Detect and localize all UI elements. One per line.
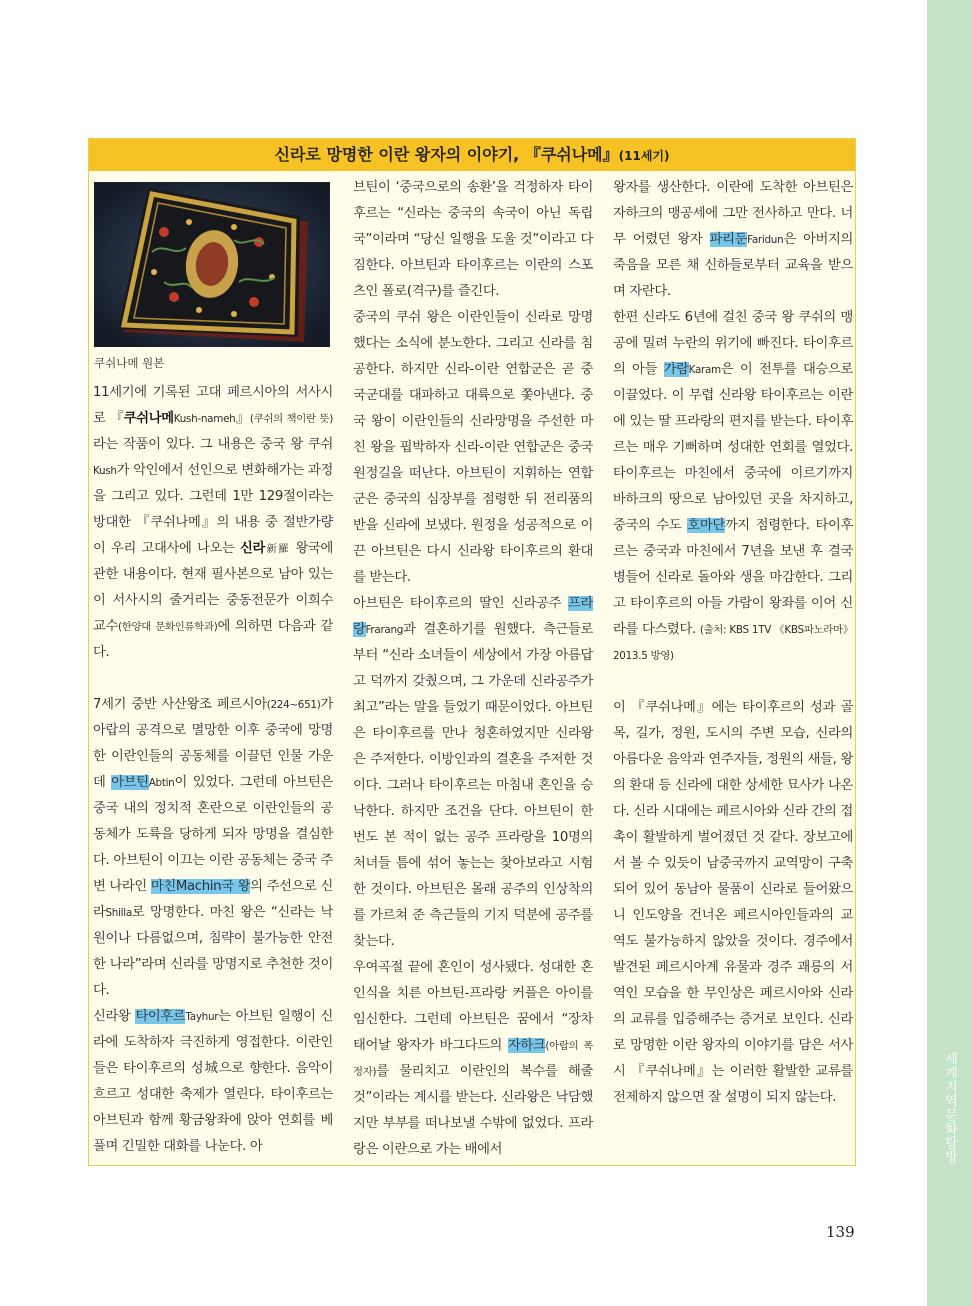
- text-run: 과 결혼하기를 원했다. 측근들로부터 “신라 소녀들이 세상에서 가장 아름답고 덕까지 갖췄으며, 그 가운데 신라공주가 최고”라는 말을 들었기 때문이었다. 아브틴은 타이후르를 만나 청혼하였지만 신라왕은 주저한다. 이방인과의 결혼을 주저한 것이다. 그러나 타이후르는 마침내 혼인을 승낙한다. 하지만 조건을 단다. 아브틴이 한 번도 본 적이 없는 공주 프라랑을 10명의 처녀들 틈에 섞어 놓는는 찾아보라고 시험한 것이다. 아브틴은 몰래 공주의 인상착의를 가르쳐 준 측근들의 기지 덕분에 공주를 찾는다.: [353, 622, 593, 949]
- text-run: 11세기에 기록된 고대 페르시아의 서사시로 『: [93, 385, 333, 426]
- side-strip: [927, 0, 972, 1306]
- column-1: [93, 380, 333, 1160]
- text-run: 은 아버지의 죽음을 모른 채 신하들로부터 교육을 받으며 자란다.: [613, 232, 853, 299]
- col3-paragraph-2: [613, 305, 853, 669]
- sidebar-label: 세계지역문화탐방: [942, 1052, 957, 1164]
- text-run: 』: [235, 411, 250, 426]
- col2-paragraph-2: 중국의 쿠쉬 왕은 이란인들이 신라로 망명했다는 소식에 분노한다. 그리고 신라를 침공한다. 하지만 신라-이란 연합군은 곧 중국군대를 대파하고 대륙으로 쫓아낸다. 중국 왕이 이란인들의 신라망명을 주선한 마친 왕을 핍박하자 신라-이란 연합군은 중국 원정길을 떠난다. 아브틴이 지휘하는 연합군은 중국의 심장부를 점령한 뒤 전리품의 반을 신라에 보냈다. 원정을 성공적으로 이끈 아브틴은 다시 신라왕 타이후르의 환대를 받는다.: [353, 310, 593, 585]
- text-run: Frarang: [365, 624, 404, 636]
- highlight-tayhur: 타이후르: [135, 1009, 186, 1024]
- feature-box: [88, 138, 856, 1166]
- text-run: 아브틴은 타이후르의 딸인 신라공주: [353, 596, 568, 611]
- text-run: Faridun: [747, 234, 784, 246]
- highlight-faridun: 파리둔: [709, 232, 748, 247]
- text-run: 의 주선으로 신라: [93, 879, 333, 920]
- text-run: Shilla: [105, 907, 132, 919]
- text-run: 는 아브틴 일행이 신라에 도착하자 극진하게 영접한다. 이란인들은 타이후르의 성城으로 향한다. 음악이 흐르고 성대한 축제가 열린다. 타이후르는 아브틴과 함께 황금왕좌에 앉아 연회를 베풀며 긴밀한 대화를 나눈다. 아: [93, 1009, 333, 1154]
- highlight-machin: 마친Machin국 왕: [150, 879, 251, 894]
- highlight-karam: 가람: [663, 362, 689, 377]
- text-run: Karam: [688, 364, 721, 376]
- text-run: 7세기 중반 사산왕조 페르시아: [93, 697, 267, 712]
- text-run: Kush: [93, 465, 117, 477]
- col2-paragraph-3: [353, 591, 593, 955]
- work-title-kushnameh: 쿠쉬나메: [123, 411, 174, 426]
- text-run: (224~651): [266, 699, 321, 711]
- col2-paragraph-4: [353, 955, 593, 1163]
- highlight-abtin: 아브틴: [111, 775, 149, 790]
- book-cover-illustration: [94, 182, 330, 347]
- text-run: 은 이 전투를 대승으로 이끌었다. 이 무렵 신라왕 타이후르는 이란에 있는 딸 프라랑의 편지를 받는다. 타이후르는 매우 기뻐하며 성대한 연회를 열었다. 타이후르는 마친에서 중국에 이르기까지 바하크의 땅으로 남아있던 곳을 차지하고, 중국의 수도: [613, 362, 853, 533]
- text-run: 신라왕: [93, 1009, 136, 1024]
- column-3: [613, 175, 853, 1111]
- highlight-frarang: 프라랑: [353, 596, 593, 637]
- text-run: 한편 신라도 6년에 걸친 중국 왕 쿠쉬의 맹공에 밀려 누란의 위기에 빠진다. 타이후르의 아들: [613, 310, 853, 377]
- text-run: 로 망명한다. 마친 왕은 “신라는 낙원이나 다름없으며, 침략이 불가능한 안전한 나라”라며 신라를 망명지로 추천한 것이다.: [93, 905, 333, 998]
- text-run: 까지 점령한다. 타이후르는 중국과 마친에서 7년을 보낸 후 결국 병들어 신라로 돌아와 생을 마감한다. 그리고 타이후르의 아들 가람이 왕좌를 이어 신라를 다스렸다.: [613, 518, 853, 637]
- text-run: 에 의하면 다음과 같다.: [93, 619, 333, 660]
- col1-paragraph-1: [93, 380, 333, 666]
- highlight-homadan: 호마단: [687, 518, 725, 533]
- highlight-zahak: 자하크: [507, 1038, 546, 1053]
- col1-paragraph-2: [93, 692, 333, 1004]
- book-cover-image: [94, 182, 330, 347]
- text-run: Abtin: [148, 777, 175, 789]
- source-note: (출처: KBS 1TV 《KBS파노라마》 2013.5 방영): [613, 624, 853, 662]
- box-title: 신라로 망명한 이란 왕자의 이야기, 『쿠쉬나메』: [274, 145, 619, 164]
- term-silla: 신라: [239, 541, 265, 556]
- text-run: 이 있었다. 그런데 아브틴은 중국 내의 정치적 혼란으로 이란인들의 공동체가 도륙을 당하게 되자 망명을 결심한다. 아브틴이 이끄는 이란 공동체는 중국 주변 나라인: [93, 775, 334, 894]
- text-run: 新羅: [264, 543, 290, 555]
- text-run: 가 아랍의 공격으로 멸망한 이후 중국에 망명한 이란인들의 공동체를 이끌던 인물 가운데: [93, 697, 333, 790]
- text-run: (쿠쉬의 책이란 뜻): [249, 413, 333, 425]
- text-run: 를 물리치고 이란인의 복수를 해줄 것”이라는 계시를 받는다. 신라왕은 낙담했지만 부부를 떠나보낼 수밖에 없었다. 프라랑은 이란으로 가는 배에서: [353, 1064, 593, 1157]
- box-title-suffix: (11세기): [618, 149, 670, 163]
- text-run: 가 악인에서 선인으로 변화해가는 과정을 그리고 있다. 그런데 1만 129절이라는 방대한 『쿠쉬나메』의 내용 중 절반가량이 우리 고대사에 나오는: [93, 463, 333, 556]
- col1-paragraph-3: [93, 1004, 333, 1160]
- box-title-bar: [89, 139, 855, 171]
- image-caption: 쿠쉬나메 원본: [94, 356, 165, 370]
- text-run: (아랍의 폭정자): [353, 1040, 593, 1078]
- text-run: Kush-nameh: [173, 413, 236, 425]
- text-run: 라는 작품이 있다. 그 내용은 중국 왕 쿠쉬: [93, 437, 333, 452]
- text-run: 왕자를 생산한다. 이란에 도착한 아브틴은 자하크의 맹공세에 그만 전사하고 만다. 너무 어렸던 왕자: [613, 180, 853, 247]
- col3-paragraph-1: [613, 175, 853, 305]
- page-number: 139: [826, 1223, 855, 1241]
- text-run: (한양대 문화인류학과): [118, 621, 218, 633]
- text-run: 왕국에 관한 내용이다. 현재 필사본으로 남아 있는 이 서사시의 줄거리는 중동전문가 이희수 교수: [93, 541, 333, 634]
- text-run: 우여곡절 끝에 혼인이 성사됐다. 성대한 혼인식을 치른 아브틴-프라랑 커플은 아이를 임신한다. 그런데 아브틴은 꿈에서 “장차 태어날 왕자가 바그다드의: [353, 960, 593, 1053]
- col2-paragraph-1: 브틴이 ‘중국으로의 송환’을 걱정하자 타이후르는 “신라는 중국의 속국이 아닌 독립국”이라며 “당신 일행을 도울 것”이라고 다짐한다. 아브틴과 타이후르는 이란의 스포츠인 폴로(격구)를 즐긴다.: [353, 180, 593, 299]
- text-run: Tayhur: [185, 1011, 219, 1023]
- col3-paragraph-3: 이 『쿠쉬나메』에는 타이후르의 성과 골목, 길가, 정원, 도시의 주변 모습, 신라의 아름다운 음악과 연주자들, 정원의 새들, 왕의 환대 등 신라에 대한 상세한 묘사가 나온다. 신라 시대에는 페르시아와 신라 간의 접촉이 활발하게 벌어졌던 것 같다. 장보고에서 볼 수 있듯이 남중국까지 교역망이 구축되어 있어 동남아 물품이 신라로 들어왔으니 인도양을 건너온 페르시아인들과의 교역도 불가능하지 않았을 것이다. 경주에서 발견된 페르시아계 유물과 경주 괘릉의 서역인 모습을 한 무인상은 페르시아와 신라의 교류를 입증해주는 증거로 보인다. 신라로 망명한 이란 왕자의 이야기를 담은 서사시 『쿠쉬나메』는 이러한 활발한 교류를 전제하지 않으면 잘 설명이 되지 않는다.: [613, 700, 853, 1105]
- column-2: [353, 175, 593, 1163]
